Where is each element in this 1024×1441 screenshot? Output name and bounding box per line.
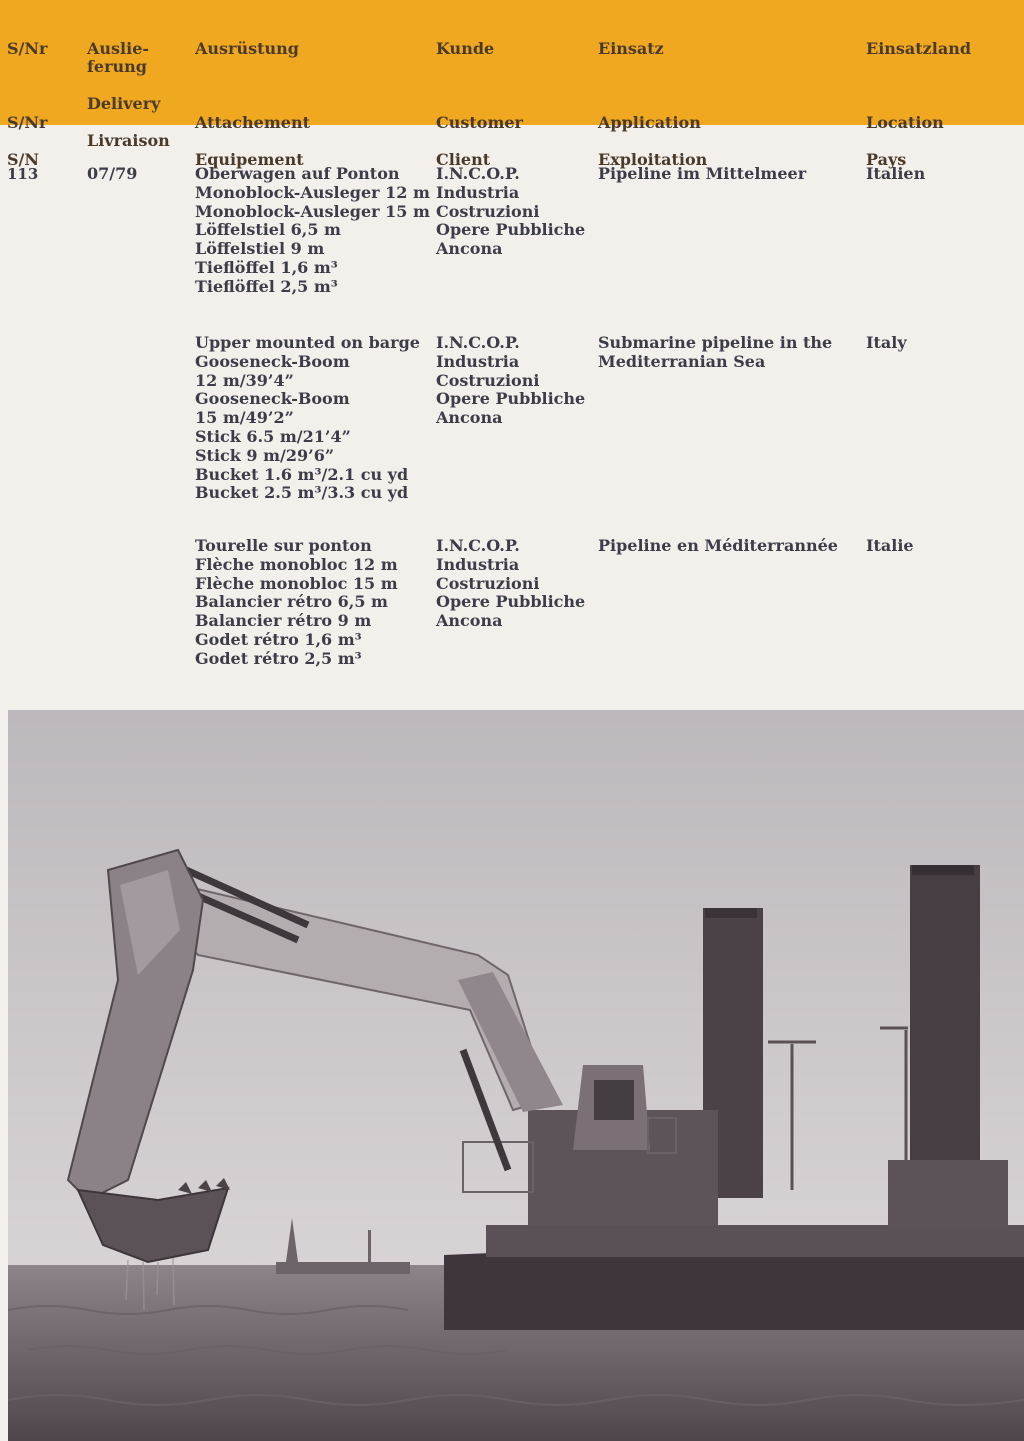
location-de: Italien <box>866 164 926 183</box>
header-application-en: Application <box>598 113 701 132</box>
excavator-barge-photo <box>8 710 1024 1441</box>
header-delivery-en: Delivery <box>87 94 161 113</box>
equipment-de: Oberwagen auf Ponton Monoblock-Ausleger 12 m Monoblock-Ausleger 15 m Löffelstiel 6,5 m Löffelstiel 9 m Tieflöffel 1,6 m³ Tieflöffel 2,5 m³ <box>195 164 430 296</box>
header-application-de: Einsatz <box>598 38 664 58</box>
application-en: Submarine pipeline in the Mediterranian Sea <box>598 333 833 371</box>
header-location-fr: Pays <box>866 150 907 169</box>
photo-illustration <box>8 710 1024 1441</box>
header-customer-de: Kunde <box>436 38 495 58</box>
header-equipment-fr: Equipement <box>195 150 304 169</box>
spud-tower-right <box>910 865 980 1165</box>
customer-en: I.N.C.O.P. Industria Costruzioni Opere Pubbliche Ancona <box>436 333 586 428</box>
application-fr: Pipeline en Méditerrannée <box>598 536 838 555</box>
header-customer-fr: Client <box>436 150 491 169</box>
location-en: Italy <box>866 333 907 352</box>
header-customer <box>436 21 523 188</box>
equipment-en: Upper mounted on barge Gooseneck-Boom 12 m/39’4” Gooseneck-Boom 15 m/49’2” Stick 6.5 m/21’4” Stick 9 m/29’6” Bucket 1.6 m³/2.1 cu yd Bucket 2.5 m³/3.3 cu yd <box>195 333 420 503</box>
customer-fr: I.N.C.O.P. Industria Costruzioni Opere Pubbliche Ancona <box>436 536 586 631</box>
entry-serial: 113 <box>7 165 39 183</box>
header-location <box>866 21 971 188</box>
header-location-de: Einsatzland <box>866 38 972 58</box>
table-header <box>0 0 1024 169</box>
header-serial <box>7 21 47 188</box>
header-location-en: Location <box>866 113 944 132</box>
header-delivery <box>87 21 170 169</box>
header-application-fr: Exploitation <box>598 150 708 169</box>
header-serial-de: S/Nr <box>7 38 48 58</box>
header-equipment-en: Attachement <box>195 113 310 132</box>
header-serial-en: S/Nr <box>7 113 48 132</box>
customer-de: I.N.C.O.P. Industria Costruzioni Opere Pubbliche Ancona <box>436 164 586 259</box>
header-equipment <box>195 21 310 188</box>
entry-delivery: 07/79 <box>87 164 138 183</box>
application-de: Pipeline im Mittelmeer <box>598 164 807 183</box>
header-customer-en: Customer <box>436 113 523 132</box>
location-fr: Italie <box>866 536 914 555</box>
equipment-fr: Tourelle sur ponton Flèche monobloc 12 m Flèche monobloc 15 m Balancier rétro 6,5 m Balancier rétro 9 m Godet rétro 1,6 m³ Godet rétro 2,5 m³ <box>195 536 398 668</box>
header-delivery-fr: Livraison <box>87 131 170 150</box>
header-serial-fr: S/N <box>7 150 40 169</box>
header-delivery-de: Auslie- ferung <box>87 38 150 76</box>
header-equipment-de: Ausrüstung <box>195 38 299 58</box>
header-application <box>598 21 707 188</box>
